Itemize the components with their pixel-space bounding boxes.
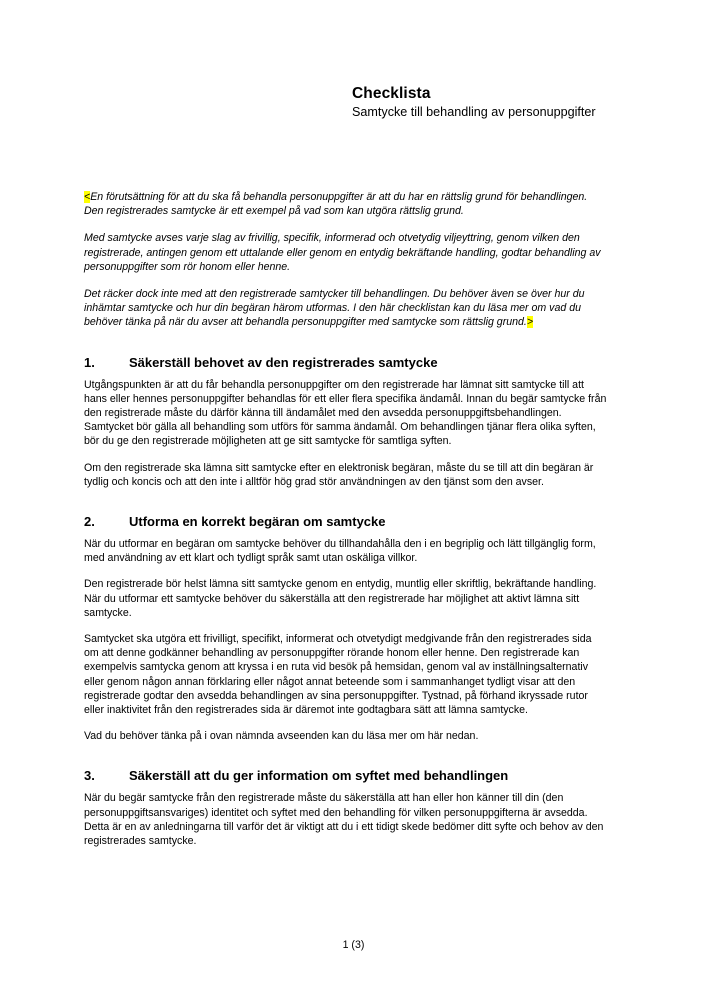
- document-body: [84, 190, 608, 848]
- intro-paragraph-3-text: Det räcker dock inte med att den registrerade samtycker till behandlingen. Du behöver även se över hur du inhämtar samtycke och hur din begäran härom utformas. I den här checklistan kan du läsa mer om vad du behöver tänka på när du avser att behandla personuppgifter med samtycke som rättslig grund.: [84, 288, 585, 329]
- section-3-paragraph-1: När du begär samtycke från den registrerade måste du säkerställa att han eller hon känner till din (den personuppgiftsansvariges) identitet och syftet med den behandling för vilken personuppgifterna är avsedda. Detta är en av anledningarna till varför det är viktigt att du i ett tidigt skede bedömer ditt syfte och behov av den registrerades samtycke.: [84, 792, 604, 848]
- intro-paragraph-1-text: En förutsättning för att du ska få behandla personuppgifter är att du har en rättslig grund för behandlingen. Den registrerades samtycke är ett exempel på vad som kan utgöra rättslig grund.: [84, 191, 588, 218]
- highlight-bracket-close: >: [526, 316, 534, 329]
- spacer: [84, 565, 608, 577]
- section-1-paragraph-1: Utgångspunkten är att du får behandla personuppgifter om den registrerade har lämnat sitt samtycke till att hans eller hennes personuppgifter behandlas för ett eller flera specifika ändamål. Innan du begär samtycke från den registrerade måste du därför känna till ändamålet med den avsedda personuppgiftsbehandlingen. Samtycket bör gälla all behandling som utförs för samma ändamål. Om behandlingen tjänar flera olika syften, bör du ge den registrerade möjligheten att ge sitt samtycke för samtliga syften.: [84, 378, 607, 448]
- section-number-2: 2.: [84, 514, 95, 530]
- section-2-paragraph-1: När du utformar en begäran om samtycke behöver du tillhandahålla den i en begriplig och lätt tillgänglig form, med användning av ett klart och tydligt språk samt utan oskäliga villkor.: [84, 538, 596, 565]
- spacer: [84, 371, 608, 378]
- intro-block: [84, 190, 608, 330]
- section-title-2: Utforma en korrekt begäran om samtycke: [129, 514, 386, 530]
- document-header: [352, 84, 612, 121]
- section-2-paragraph-2: Den registrerade bör helst lämna sitt samtycke genom en entydig, muntlig eller skriftlig, bekräftande handling. När du utformar ett samtycke behöver du säkerställa att den registrerade har möjlighet att aktivt lämna sitt samtycke.: [84, 578, 597, 619]
- intro-paragraph-2: Med samtycke avses varje slag av frivillig, specifik, informerad och otvetydig viljeyttring, genom vilken den registrerade, antingen genom ett uttalande eller genom en entydig bekräftande handling, godtar behandling av personuppgifter som rör honom eller henne.: [84, 232, 601, 273]
- page-title: Checklista: [352, 85, 431, 102]
- spacer: [84, 530, 608, 537]
- section-1-paragraph-2: Om den registrerade ska lämna sitt samtycke efter en elektronisk begäran, måste du se till att din begäran är tydlig och koncis och att den inte i alltför hög grad stör användningen av den tjänst som den avser.: [84, 461, 594, 488]
- spacer: [84, 620, 608, 632]
- section-heading-3: [84, 767, 608, 784]
- intro-paragraph-1: [84, 190, 608, 218]
- section-heading-1: [84, 354, 608, 371]
- spacer: [84, 743, 608, 767]
- section-heading-2: [84, 513, 608, 530]
- spacer: [84, 784, 608, 791]
- section-title-1: Säkerställ behovet av den registrerades samtycke: [129, 354, 438, 370]
- section-title-3: Säkerställ att du ger information om syftet med behandlingen: [129, 768, 509, 784]
- intro-paragraph-3: [84, 287, 608, 330]
- section-2-paragraph-3: Samtycket ska utgöra ett frivilligt, specifikt, informerat och otvetydigt medgivande från den registrerades sida om att denne godkänner behandling av personuppgifter rörande honom eller henne. Den registrerade kan exempelvis samtycka genom att kryssa i en ruta vid besök på hemsidan, genom val av inställningsalternativ eller genom någon annan förklaring eller något annat beteende som i sammanhanget tydligt visar att den registrerade godtar den avsedda behandlingen av sina personuppgifter. Tystnad, på förhand ikryssade rutor eller inaktivitet från den registrerades sida är däremot inte godtagbara sätt att lämna samtycke.: [84, 633, 592, 717]
- spacer: [84, 489, 608, 513]
- page-subtitle: Samtycke till behandling av personuppgifter: [352, 105, 596, 119]
- section-number-3: 3.: [84, 768, 95, 784]
- section-number-1: 1.: [84, 354, 95, 370]
- spacer: [84, 449, 608, 461]
- highlight-bracket-open: <: [84, 191, 91, 203]
- document-footer: [0, 938, 707, 952]
- page-number: 1 (3): [342, 939, 365, 951]
- spacer: [84, 717, 608, 729]
- section-2-paragraph-4: Vad du behöver tänka på i ovan nämnda avseenden kan du läsa mer om här nedan.: [84, 730, 479, 743]
- spacer: [84, 330, 608, 354]
